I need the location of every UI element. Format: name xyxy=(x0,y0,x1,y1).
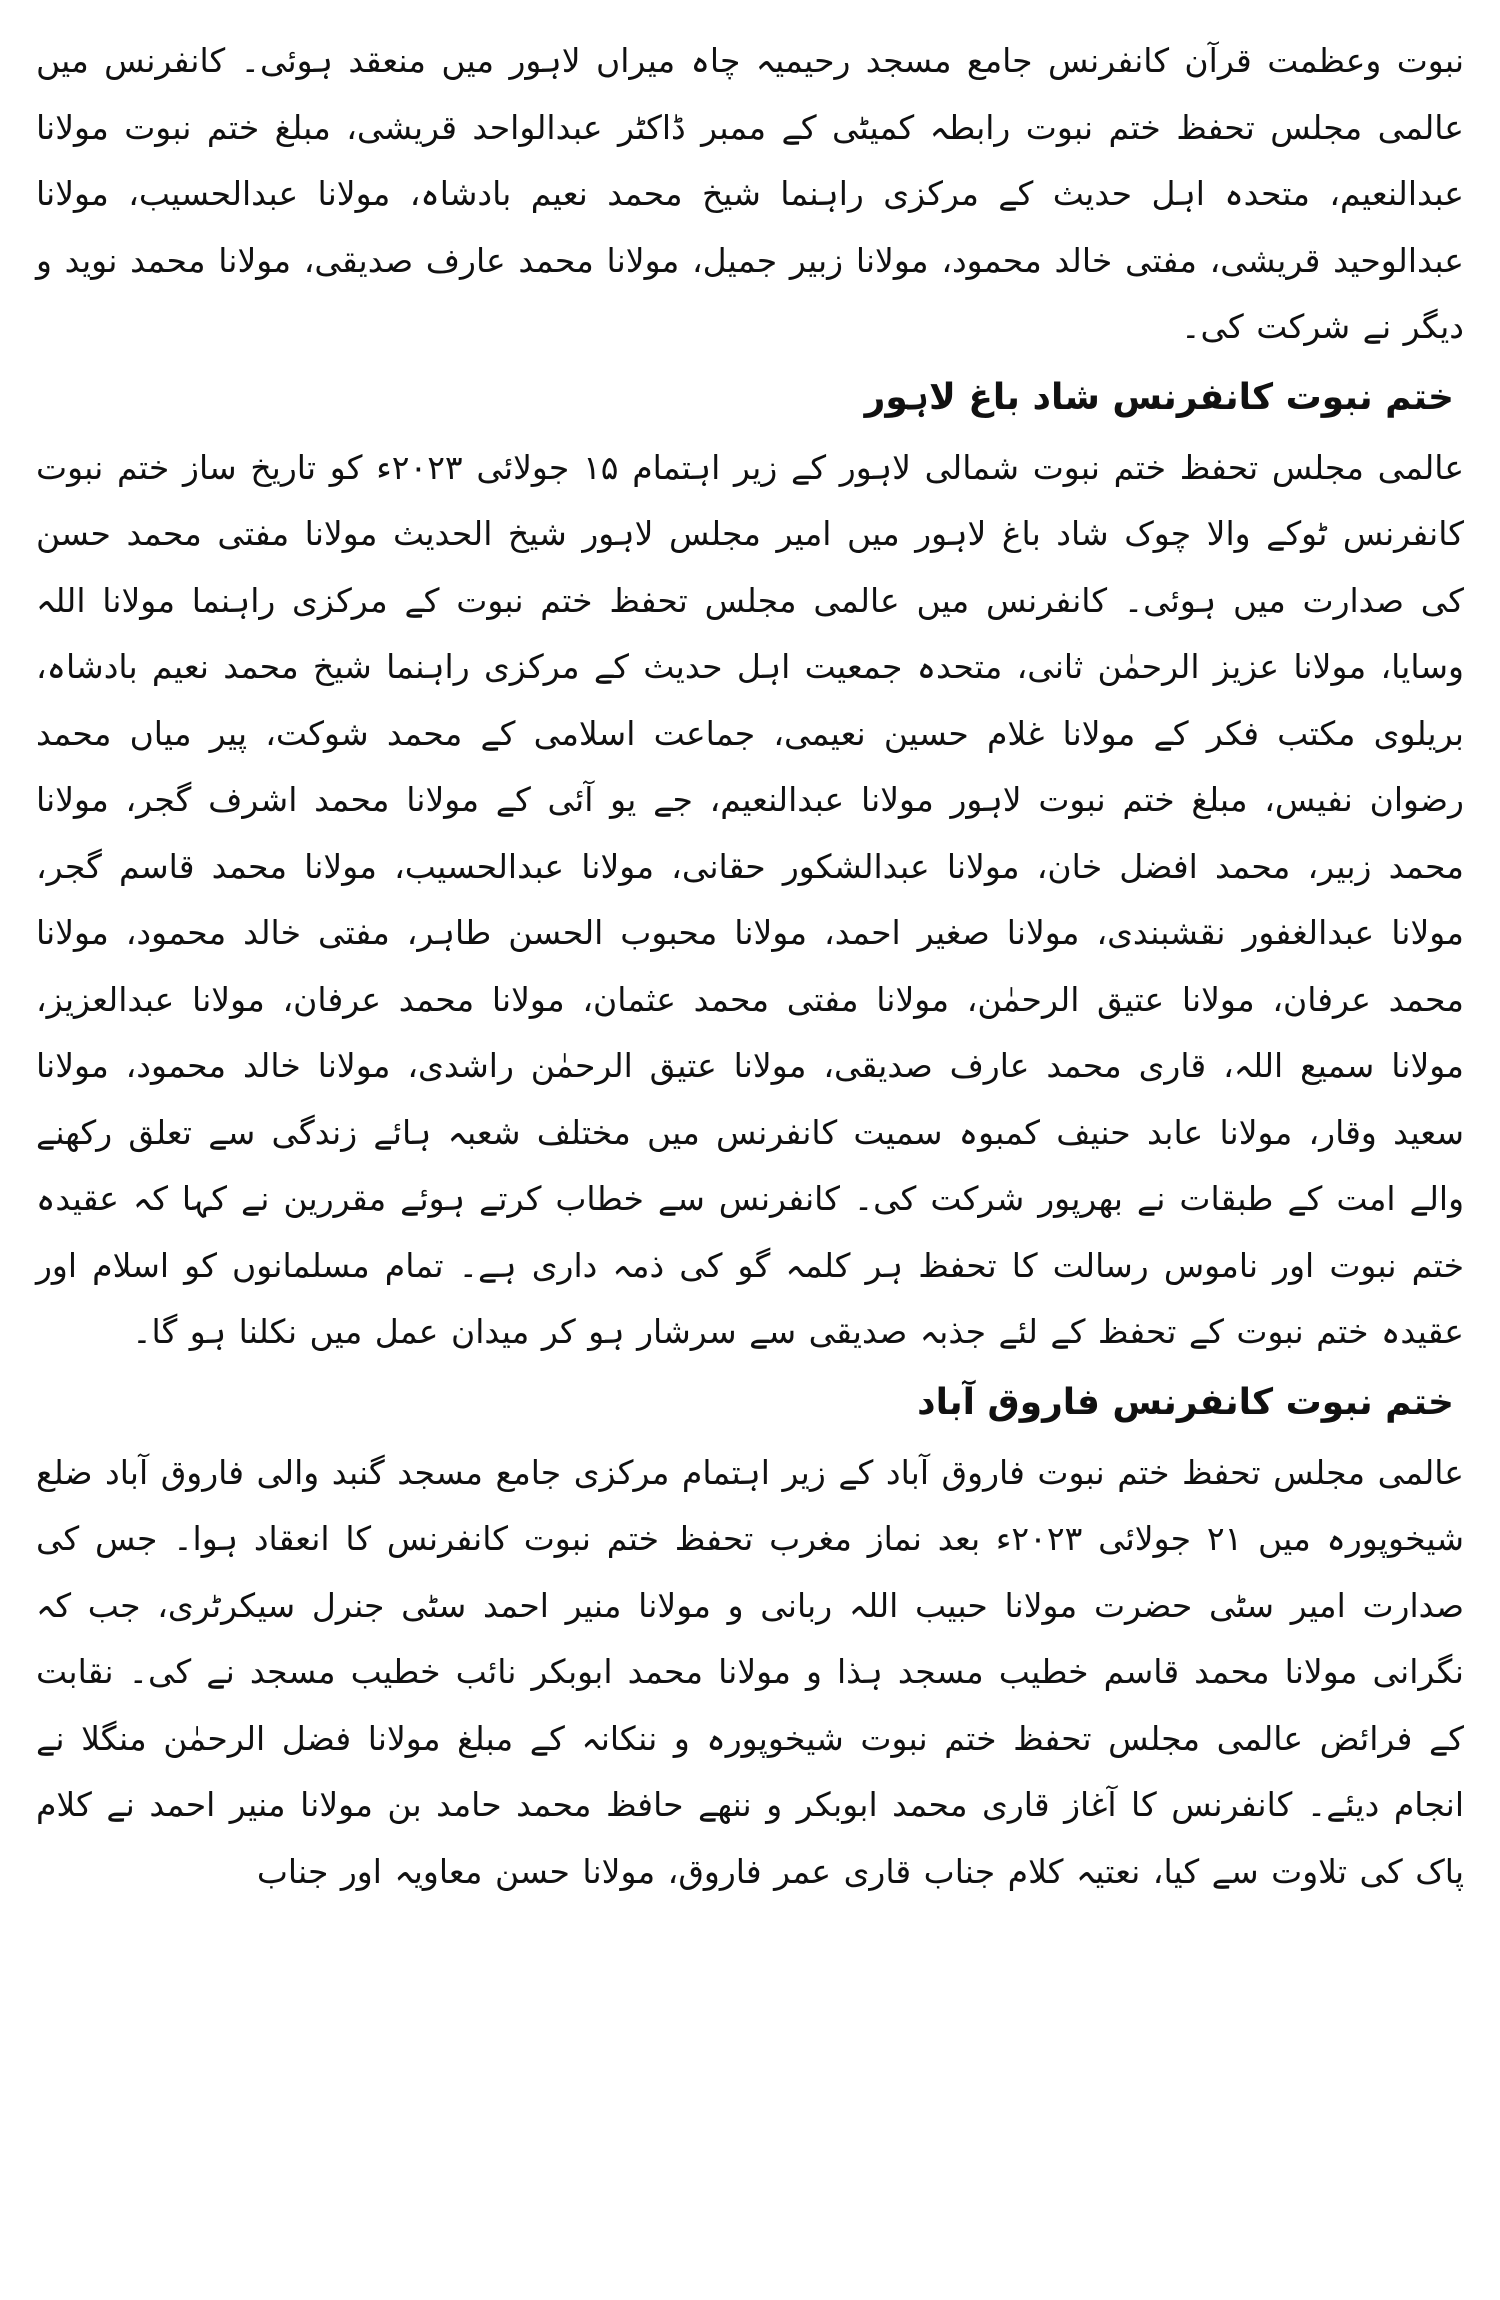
section-body-shadbagh: عالمی مجلس تحفظ ختم نبوت شمالی لاہور کے زیر اہتمام ۱۵ جولائی ۲۰۲۳ء کو تاریخ ساز ختم نبوت کانفرنس ٹوکے والا چوک شاد باغ لاہور میں امیر مجلس لاہور شیخ الحدیث مولانا مفتی محمد حسن کی صدارت میں ہوئی۔ کانفرنس میں عالمی مجلس تحفظ ختم نبوت کے مرکزی راہنما مولانا اللہ وسایا، مولانا عزیز الرحمٰن ثانی، متحدہ جمعیت اہل حدیث کے مرکزی راہنما شیخ محمد نعیم بادشاہ، بریلوی مکتب فکر کے مولانا غلام حسین نعیمی، جماعت اسلامی کے محمد شوکت، پیر میاں محمد رضوان نفیس، مبلغ ختم نبوت لاہور مولانا عبدالنعیم، جے یو آئی کے مولانا محمد اشرف گجر، مولانا محمد زبیر، محمد افضل خان، مولانا عبدالشکور حقانی، مولانا عبدالحسیب، مولانا محمد قاسم گجر، مولانا عبدالغفور نقشبندی، مولانا صغیر احمد، مولانا محبوب الحسن طاہر، مفتی خالد محمود، مولانا محمد عرفان، مولانا عتیق الرحمٰن، مولانا مفتی محمد عثمان، مولانا محمد عرفان، مولانا عبدالعزیز، مولانا سمیع اللہ، قاری محمد عارف صدیقی، مولانا عتیق الرحمٰن راشدی، مولانا خالد محمود، مولانا سعید وقار، مولانا عابد حنیف کمبوہ سمیت کانفرنس میں مختلف شعبہ ہائے زندگی سے تعلق رکھنے والے امت کے طبقات نے بھرپور شرکت کی۔ کانفرنس سے خطاب کرتے ہوئے مقررین نے کہا کہ عقیدہ ختم نبوت اور ناموس رسالت کا تحفظ ہر کلمہ گو کی ذمہ داری ہے۔ تمام مسلمانوں کو اسلام اور عقیدہ ختم نبوت کے تحفظ کے لئے جذبہ صدیقی سے سرشار ہو کر میدان عمل میں نکلنا ہو گا۔ xyxy=(36,447,1465,1351)
section-heading-farooqabad: ختم نبوت کانفرنس فاروق آباد xyxy=(917,1381,1454,1423)
section-body-farooqabad: عالمی مجلس تحفظ ختم نبوت فاروق آباد کے زیر اہتمام مرکزی جامع مسجد گنبد والی فاروق آباد ضلع شیخوپورہ میں ۲۱ جولائی ۲۰۲۳ء بعد نماز مغرب تحفظ ختم نبوت کانفرنس کا انعقاد ہوا۔ جس کی صدارت امیر سٹی حضرت مولانا حبیب اللہ ربانی و مولانا منیر احمد سٹی جنرل سیکرٹری، جب کہ نگرانی مولانا محمد قاسم خطیب مسجد ہذا و مولانا محمد ابوبکر نائب خطیب مسجد نے کی۔ نقابت کے فرائض عالمی مجلس تحفظ ختم نبوت شیخوپورہ و ننکانہ کے مبلغ مولانا فضل الرحمٰن منگلا نے انجام دیئے۔ کانفرنس کا آغاز قاری محمد ابوبکر و ننھے حافظ محمد حامد بن مولانا منیر احمد نے کلام پاک کی تلاوت سے کیا، نعتیہ کلام جناب قاری عمر فاروق، مولانا حسن معاویہ اور جناب xyxy=(36,1452,1464,1891)
intro-paragraph: نبوت وعظمت قرآن کانفرنس جامع مسجد رحیمیہ چاہ میراں لاہور میں منعقد ہوئی۔ کانفرنس میں عالمی مجلس تحفظ ختم نبوت رابطہ کمیٹی کے ممبر ڈاکٹر عبدالواحد قریشی، مبلغ ختم نبوت مولانا عبدالنعیم، متحدہ اہل حدیث کے مرکزی راہنما شیخ محمد نعیم بادشاہ، مولانا عبدالحسیب، مولانا عبدالوحید قریشی، مفتی خالد محمود، مولانا زبیر جمیل، مولانا محمد عارف صدیقی، مولانا محمد نوید و دیگر نے شرکت کی۔ xyxy=(36,41,1464,346)
section-heading-shadbagh: ختم نبوت کانفرنس شاد باغ لاہور xyxy=(864,376,1454,418)
